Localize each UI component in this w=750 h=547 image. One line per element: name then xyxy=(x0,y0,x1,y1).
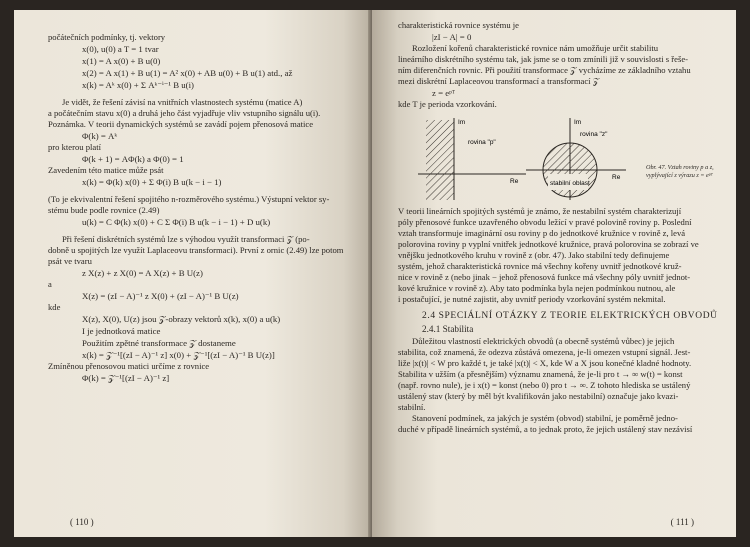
p-plane-re-label: Re xyxy=(510,178,519,185)
equation-line: x(2) = A x(1) + B u(1) = A² x(0) + AB u(0) + B u(1) atd., až xyxy=(82,68,293,78)
p-plane xyxy=(418,118,526,200)
figure-caption: Obr. 47. Vztah roviny p a z, vyplývající z výrazu z = eᵖᵀ xyxy=(646,164,714,179)
text-line: Stanovení podmínek, za jakých je systém (obvod) stabilní, je poměrně jedno- xyxy=(412,413,678,423)
text-line: psát ve tvaru xyxy=(48,256,92,266)
equation-line: Φ(k) = Aᵏ xyxy=(82,131,118,141)
text-line: lineárního diskrétního systému tak, jak jsme se o tom zmínili již v souvislosti s řeše- xyxy=(398,54,689,64)
equation-line: X(z) = (zI − A)⁻¹ z X(0) + (zI − A)⁻¹ B U(z) xyxy=(82,291,239,301)
right-page-text-end xyxy=(398,336,724,435)
text-line: duché v případě lineárních systémů, a to jednak proto, že jejich ustálený stav nezávisí xyxy=(398,424,693,434)
z-plane-im-label: Im xyxy=(574,119,582,126)
text-line: a počátečním stavu x(0) a druhá jeho část vyjadřuje vliv vstupního signálu u(i). xyxy=(48,108,321,118)
text-line: kové kružnice v rovině z). Aby tato podmínka byla nejen podmínkou nutnou, ale xyxy=(398,283,676,293)
right-page xyxy=(372,10,736,537)
equation-line: I je jednotková matice xyxy=(82,326,161,336)
figure-47 xyxy=(398,114,724,202)
equation-line: z X(z) + z X(0) = A X(z) + B U(z) xyxy=(82,268,203,278)
equation-line: x(k) = 𝒵⁻¹[(zI − A)⁻¹ z] x(0) + 𝒵⁻¹[(zI − A)⁻¹ B U(z)] xyxy=(82,350,275,360)
text-line: kde xyxy=(48,302,61,312)
p-plane-stable-region xyxy=(426,120,454,200)
text-line: Je vidět, že řešení závisí na vnitřních vlastnostech systému (matice A) xyxy=(62,97,303,107)
z-plane-stable-label: stabilní oblast xyxy=(550,180,590,187)
text-line: počátečních podmínky, tj. vektory xyxy=(48,32,166,42)
equation-line: Φ(k + 1) = AΦ(k) a Φ(0) = 1 xyxy=(82,154,184,164)
z-plane-re-label: Re xyxy=(612,174,621,181)
equation-line: |zI − A| = 0 xyxy=(432,32,472,42)
text-line: Poznámka. V teorii dynamických systémů se zavádí pojem přenosová matice xyxy=(48,119,314,129)
text-line: póly přenosové funkce uzavřeného obvodu ležící v pravé polovině roviny p. Poslední xyxy=(398,217,692,227)
p-plane-im-label: Im xyxy=(458,119,466,126)
equation-line: Použitím zpětné transformace 𝒵 dostaneme xyxy=(82,338,236,348)
subsection-title: 2.4.1 Stabilita xyxy=(422,324,474,334)
text-line: V teorii lineárních spojitých systémů je známo, že nestabilní systém charakterizují xyxy=(398,206,682,216)
left-page xyxy=(14,10,372,537)
text-line: Rozložení kořenů charakteristické rovnice nám umožňuje určit stabilitu xyxy=(412,43,659,53)
text-line: liže |x(t)| < W pro každé t, je také |x(t)| < X, kde W a X jsou konečné kladné hodnoty. xyxy=(398,358,692,368)
right-page-number: ( 111 ) xyxy=(670,517,694,527)
text-line: Zmíněnou přenosovou matici určíme z rovnice xyxy=(48,361,210,371)
text-line: systém, jehož charakteristická rovnice má všechny kořeny uvnitř jednotkové kruž- xyxy=(398,261,682,271)
text-line: ustálený stav (který by měl být kvalifikován jako nestabilní) označuje jako kvazi- xyxy=(398,391,679,401)
right-page-text-top xyxy=(398,20,724,110)
figure-47-diagram xyxy=(398,114,728,202)
text-line: (To je ekvivalentní řešení spojitého n-rozměrového systému.) Výstupní vektor sy- xyxy=(48,194,330,204)
text-line: dobně u spojitých lze využít Laplaceovu transformaci). První z ornic (2.49) lze potom xyxy=(48,245,344,255)
text-line: mezi diskrétní Laplaceovou transformací a transformací 𝒵 xyxy=(398,76,600,86)
text-line: polorovina roviny p vyplní vnitřek jednotkové kružnice, pravá polorovina se zobrazí ve xyxy=(398,239,699,249)
text-line: Zavedením této matice může psát xyxy=(48,165,164,175)
z-plane xyxy=(526,118,626,200)
text-line: ním diferenčních rovnic. Při použití transformace 𝒵 vycházíme ze základního vztahu xyxy=(398,65,691,75)
text-line: vnějšku jednotkového kruhu v rovině z (obr. 47). Jako stabilní tedy definujeme xyxy=(398,250,670,260)
left-page-number: ( 110 ) xyxy=(70,517,94,527)
text-line: (např. rovno nule), je i x(t) = konst (nebo 0) pro t → ∞. Z tohoto hlediska se ustálený xyxy=(398,380,691,390)
text-line: kde T je perioda vzorkování. xyxy=(398,99,497,109)
text-line: vztah transformuje imaginární osu roviny p do jednotkové kružnice v rovině z, levá xyxy=(398,228,686,238)
left-page-text xyxy=(48,32,346,384)
equation-line: X(z), X(0), U(z) jsou 𝒵-obrazy vektorů x(k), x(0) a u(k) xyxy=(82,314,281,324)
text-line: charakteristická rovnice systému je xyxy=(398,20,519,30)
equation-line: x(0), u(0) a T = 1 tvar xyxy=(82,44,159,54)
equation-line: Φ(k) = 𝒵⁻¹[(zI − A)⁻¹ z] xyxy=(82,373,170,383)
equation-line: u(k) = C Φ(k) x(0) + C Σ Φ(i) B u(k − i − 1) + D u(k) xyxy=(82,217,271,227)
text-line: a xyxy=(48,279,52,289)
equation-line: x(1) = A x(0) + B u(0) xyxy=(82,56,161,66)
z-plane-region-label: rovina "z" xyxy=(580,131,608,138)
equation-line: x(k) = Φ(k) x(0) + Σ Φ(i) B u(k − i − 1) xyxy=(82,177,222,187)
text-line: stabilita, což znamená, že odezva zůstává omezena, je-li omezen vstupní signál. Jest- xyxy=(398,347,691,357)
text-line: stabilní. xyxy=(398,402,426,412)
equation-line: z = eᵖᵀ xyxy=(432,88,456,98)
equation-line: x(k) = Aᵏ x(0) + Σ Aᵏ⁻ⁱ⁻¹ B u(i) xyxy=(82,80,194,90)
text-line: pro kterou platí xyxy=(48,142,101,152)
text-line: Stabilita v užším (a přesnějším) významu znamená, že je-li pro t → ∞ w(t) = konst xyxy=(398,369,683,379)
p-plane-region-label: rovina "p" xyxy=(468,139,496,146)
right-page-text-bottom xyxy=(398,206,724,305)
text-line: nice v rovině z (nebo jinak − jehož přenosová funkce má všechny póly uvnitř jednot- xyxy=(398,272,691,282)
text-line: Při řešení diskrétních systémů lze s výhodou využít transformaci 𝒵 (po- xyxy=(62,234,310,244)
text-line: Důležitou vlastností elektrických obvodů (a obecně systémů vůbec) je jejich xyxy=(412,336,675,346)
text-line: i postačující, je nutné zajistit, aby uvnitř periody vzorkování systém nekmital. xyxy=(398,294,666,304)
section-title: 2.4 SPECIÁLNÍ OTÁZKY Z TEORIE ELEKTRICKÝCH OBVODŮ xyxy=(422,311,718,321)
text-line: stému bude podle rovnice (2.49) xyxy=(48,205,160,215)
